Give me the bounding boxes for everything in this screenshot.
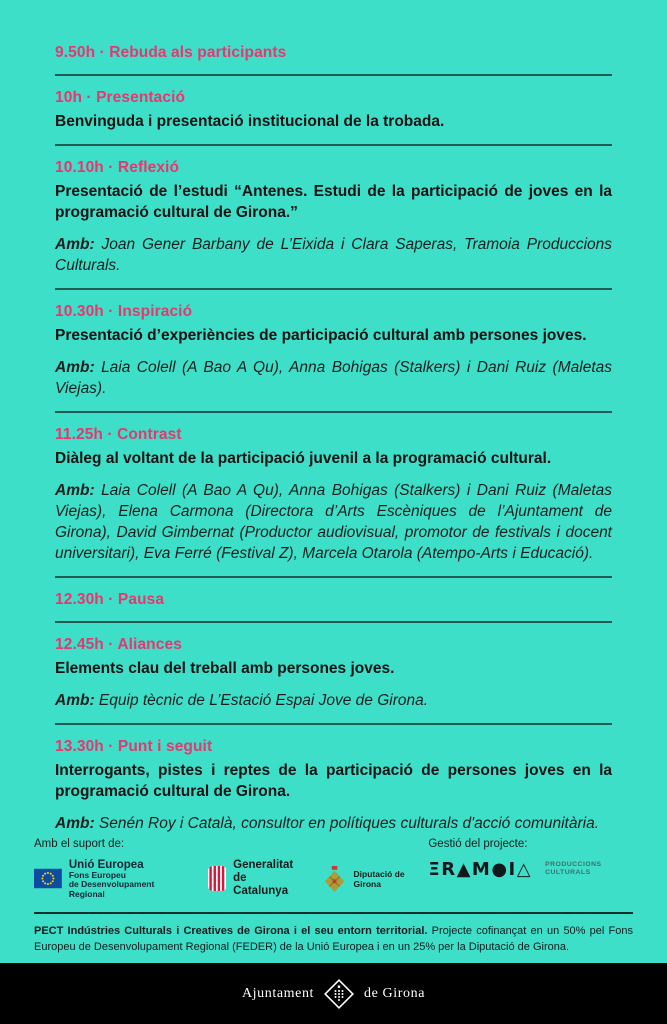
session-inspiracio [55,303,612,399]
session-description: Elements clau del treball amb persones joves. [55,660,395,677]
session-description: Interrogants, pistes i reptes de la participació de persones joves en la programació cultural de Girona. [55,762,612,800]
support-column [34,838,428,900]
section-divider [55,621,612,623]
ajuntament-text: Ajuntament [241,985,315,1001]
session-heading: 10.10h · Reflexió [55,159,180,176]
section-divider [55,723,612,725]
speakers-label: Amb: [55,692,95,709]
session-presentacio [55,89,612,132]
generalitat-text [233,859,299,898]
session-pausa [55,591,612,609]
sponsors-footer [34,838,633,956]
eu-flag-icon [34,868,62,889]
diputacio-crest-icon [323,864,346,894]
support-label: Amb el suport de: [34,837,125,850]
sponsor-logos [34,859,428,900]
speakers-text: Laia Colell (A Bao A Qu), Anna Bohigas (Stalkers) i Dani Ruiz (Maletas Viejas), Elena Carmona (Directora d’Arts Escèniques de l’Ajuntament de Girona), David Gimbernat (Productor audiovisual, promotor de festivals i docent universitari), Eva Ferré (Festival Z), Marcela Otarola (Atempo-Arts i Educació). [55,482,612,562]
session-heading: 10h · Presentació [55,89,186,106]
session-speakers [55,357,612,399]
speakers-label: Amb: [55,482,95,499]
tramoia-subtitle [545,861,601,878]
senyera-shield-icon [208,865,227,892]
session-heading: 13.30h · Punt i seguit [55,738,213,755]
section-divider [55,576,612,578]
pect-regular-text: Projecte cofinançat en un 50% pel Fons Europeu de Desenvolupament Regional (FEDER) de la Unió Europea i en un 25% per la Diputació de Girona. [34,925,633,953]
tramoia-block [428,859,633,880]
tramoia-sub-line2: CULTURALS [545,869,591,876]
session-description: Benvinguda i presentació institucional de la trobada. [55,113,445,130]
eu-line1: Unió Europea [68,858,144,871]
session-speakers [55,813,612,834]
eu-line3: de Desenvolupament Regional [68,879,155,899]
session-heading: 12.45h · Aliances [55,636,182,653]
session-aliances [55,636,612,711]
session-reflexio [55,159,612,276]
session-heading: 11.25h · Contrast [55,426,182,443]
generalitat-line2: de Catalunya [233,872,289,898]
speakers-text: Laia Colell (A Bao A Qu), Anna Bohigas (Stalkers) i Dani Ruiz (Maletas Viejas). [55,359,612,397]
session-heading: 9.50h · Rebuda als participants [55,44,287,61]
session-speakers [55,234,612,276]
session-contrast [55,426,612,564]
eu-line2: Fons Europeu [68,869,126,880]
session-description: Presentació d’experiències de participació cultural amb persones joves. [55,327,587,344]
session-speakers [55,690,612,711]
speakers-text: Equip tècnic de L’Estació Espai Jove de Girona. [98,692,429,709]
generalitat-logo [208,859,300,898]
section-divider [55,288,612,290]
sponsors-row [34,838,633,900]
session-heading: 10.30h · Inspiració [55,303,193,320]
speakers-text: Senén Roy i Català, consultor en polítiques culturals d'acció comunitària. [98,815,600,832]
session-speakers [55,480,612,564]
session-punt-i-seguit [55,738,612,834]
girona-crest-icon [321,976,357,1012]
section-divider [55,411,612,413]
tramoia-logo: ΞR▲M●I△ [428,858,533,880]
ajuntament-girona-bar [0,963,667,1024]
generalitat-line1: Generalitat [233,859,294,872]
session-heading: 12.30h · Pausa [55,591,165,608]
pect-bold-text: PECT Indústries Culturals i Creatives de Girona i el seu entorn territorial. [34,925,428,937]
session-description: Presentació de l’estudi “Antenes. Estudi de la participació de joves en la programació cultural de Girona.” [55,183,612,221]
speakers-label: Amb: [55,359,95,376]
session-rebuda [55,44,612,62]
speakers-text: Joan Gener Barbany de L’Eixida i Clara Saperas, Tramoia Produccions Culturals. [55,236,613,274]
de-girona-text: de Girona [364,985,426,1001]
diputacio-girona-logo [323,864,428,894]
eu-logo-text [69,859,184,900]
pect-funding-note [34,924,633,955]
speakers-label: Amb: [55,236,95,253]
tramoia-sub-line1: PRODUCCIONS [545,860,602,868]
session-description: Diàleg al voltant de la participació juvenil a la programació cultural. [55,450,552,467]
section-divider [55,74,612,76]
speakers-label: Amb: [55,815,95,832]
eu-feder-logo [34,859,184,900]
gestio-column [428,838,633,880]
section-divider [55,144,612,146]
diputacio-text: Diputació de Girona [353,868,405,889]
gestio-label: Gestió del projecte: [428,837,528,850]
footer-divider [34,912,633,914]
